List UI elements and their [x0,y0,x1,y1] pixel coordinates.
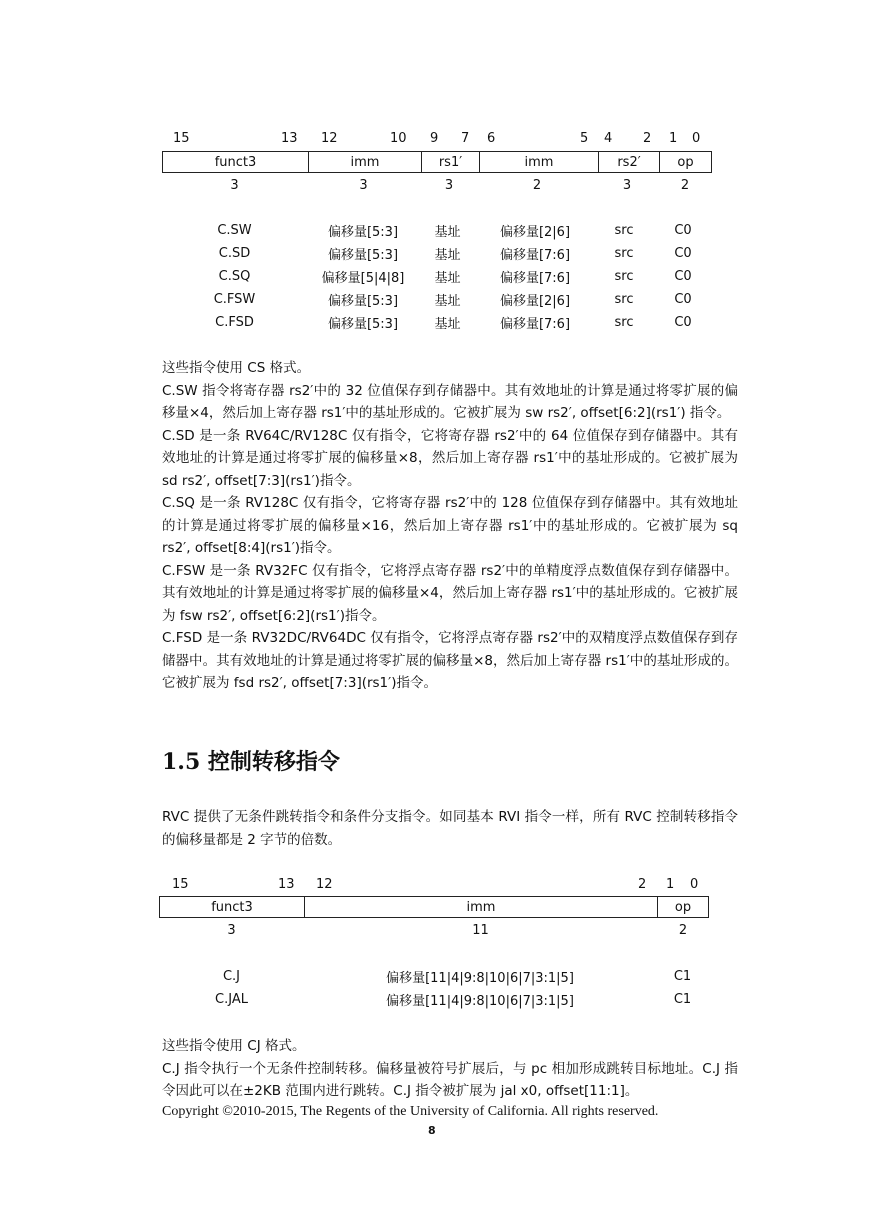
bit-label: 13 [281,131,298,146]
bit-label: 10 [390,131,407,146]
table-cell: src [614,315,634,330]
field-imm: imm [480,152,599,173]
table-cell: src [614,269,634,284]
table-cell: 偏移量[11|4|9:8|10|6|7|3:1|5] [386,994,574,1009]
table-cell: 偏移量[5:3] [327,225,399,240]
field-width: 2 [680,178,690,193]
field-rs2: rs2′ [599,152,660,173]
instruction-name: C.JAL [215,992,248,1007]
body-text-cj [162,1035,738,1103]
field-funct3: funct3 [163,152,309,173]
table-cell: C0 [674,315,692,330]
table-cell: 基址 [434,225,461,240]
instruction-name: C.SQ [218,269,251,284]
copyright-notice: Copyright ©2010-2015, The Regents of the University of California. All rights reserved. [162,1104,659,1119]
field-width: 3 [622,178,632,193]
paragraph: 这些指令使用 CS 格式。 [162,360,311,376]
table-cell: 偏移量[5|4|8] [321,271,405,286]
table-cell: 基址 [434,248,461,263]
bit-label: 12 [321,131,338,146]
paragraph: C.SD 是一条 RV64C/RV128C 仅有指令，它将寄存器 rs2′中的 64 位值保存到存储器中。其有效地址的计算是通过将零扩展的偏移量×8，然后加上寄存器 rs1′中的基址形成的。它被扩展为 sd rs2′, offset[7:3](rs1′)指令。 [162,427,738,489]
table-cell: 偏移量[2|6] [499,294,571,309]
instruction-name: C.SW [217,223,252,238]
table-cell: 偏移量[7:6] [499,317,571,332]
bit-label: 7 [461,131,470,146]
field-width: 3 [444,178,454,193]
table-cell: 基址 [434,271,461,286]
cj-instruction-table [159,965,709,1011]
table-cell: src [614,246,634,261]
table-row [162,265,712,288]
table-row [159,988,709,1011]
bit-label: 1 [666,877,675,892]
bit-label: 5 [580,131,589,146]
table-row [162,311,712,334]
field-width: 2 [678,923,688,938]
table-cell: 偏移量[5:3] [327,317,399,332]
bit-label: 0 [692,131,701,146]
table-row [162,288,712,311]
field-width: 2 [532,178,542,193]
instruction-name: C.SD [218,246,251,261]
table-row [162,219,712,242]
table-cell: C0 [674,269,692,284]
field-width: 11 [472,923,489,938]
field-imm: imm [305,897,658,918]
bit-label: 13 [278,877,295,892]
table-cell: 基址 [434,294,461,309]
field-rs1: rs1′ [422,152,480,173]
table-cell: C1 [673,992,692,1007]
table-cell: 基址 [434,317,461,332]
field-funct3: funct3 [160,897,305,918]
body-text-cs [162,357,738,695]
bit-label: 2 [643,131,652,146]
field-width: 3 [359,178,368,193]
table-cell: C0 [674,223,692,238]
paragraph: C.SQ 是一条 RV128C 仅有指令，它将寄存器 rs2′中的 128 位值保存到存储器中。其有效地址的计算是通过将零扩展的偏移量×16，然后加上寄存器 rs1′中的基址形成的。它被扩展为 sq rs2′, offset[8:4](rs1′)指令。 [162,495,738,556]
paragraph: C.J 指令执行一个无条件控制转移。偏移量被符号扩展后，与 pc 相加形成跳转目标地址。C.J 指令因此可以在±2KB 范围内进行跳转。C.J 指令被扩展为 jal x0, offset[11:1]。 [162,1060,738,1099]
instruction-name: C.FSW [213,292,256,307]
bit-label: 6 [487,131,496,146]
table-cell: 偏移量[5:3] [327,294,399,309]
page-number: 8 [428,1124,436,1137]
table-cell: C0 [674,292,692,307]
section-intro [162,806,738,851]
table-cell: 偏移量[11|4|9:8|10|6|7|3:1|5] [386,971,574,986]
table-row [162,242,712,265]
table-row [159,965,709,988]
paragraph: RVC 提供了无条件跳转指令和条件分支指令。如同基本 RVI 指令一样，所有 RVC 控制转移指令的偏移量都是 2 字节的倍数。 [162,809,738,848]
instruction-name: C.J [222,969,241,984]
table-cell: C1 [673,969,692,984]
table-cell: 偏移量[7:6] [499,248,571,263]
field-width: 3 [227,923,236,938]
cs-bit-positions [0,131,869,147]
table-cell: 偏移量[7:6] [499,271,571,286]
paragraph: 这些指令使用 CJ 格式。 [162,1038,306,1054]
table-cell: C0 [674,246,692,261]
cs-format-diagram [162,151,712,173]
cj-format-diagram [159,896,709,918]
bit-label: 0 [690,877,699,892]
section-heading: 1.5 控制转移指令 [162,749,340,775]
bit-label: 9 [430,131,439,146]
bit-label: 15 [173,131,190,146]
bit-label: 1 [669,131,678,146]
table-cell: src [614,223,634,238]
table-cell: src [614,292,634,307]
instruction-name: C.FSD [215,315,254,330]
bit-label: 12 [316,877,333,892]
paragraph: C.SW 指令将寄存器 rs2′中的 32 位值保存到存储器中。其有效地址的计算是通过将零扩展的偏移量×4，然后加上寄存器 rs1′中的基址形成的。它被扩展为 sw rs2′, offset[6:2](rs1′) 指令。 [162,382,738,421]
cs-instruction-table [162,219,712,334]
bit-label: 2 [638,877,647,892]
bit-label: 4 [604,131,613,146]
table-cell: 偏移量[2|6] [499,225,571,240]
field-width: 3 [230,178,239,193]
table-cell: 偏移量[5:3] [327,248,399,263]
bit-label: 15 [172,877,189,892]
field-op: op [658,897,709,918]
cj-bit-positions [0,877,869,893]
paragraph: C.FSW 是一条 RV32FC 仅有指令，它将浮点寄存器 rs2′中的单精度浮点数值保存到存储器中。其有效地址的计算是通过将零扩展的偏移量×4，然后加上寄存器 rs1′中的基址形成的。它被扩展为 fsw rs2′, offset[6:2](rs1′)指令。 [162,562,738,624]
paragraph: C.FSD 是一条 RV32DC/RV64DC 仅有指令，它将浮点寄存器 rs2′中的双精度浮点数值保存到存储器中。其有效地址的计算是通过将零扩展的偏移量×8，然后加上寄存器 rs1′中的基址形成的。它被扩展为 fsd rs2′, offset[7:3](rs1′)指令。 [162,630,738,691]
field-op: op [660,152,712,173]
field-imm: imm [309,152,422,173]
